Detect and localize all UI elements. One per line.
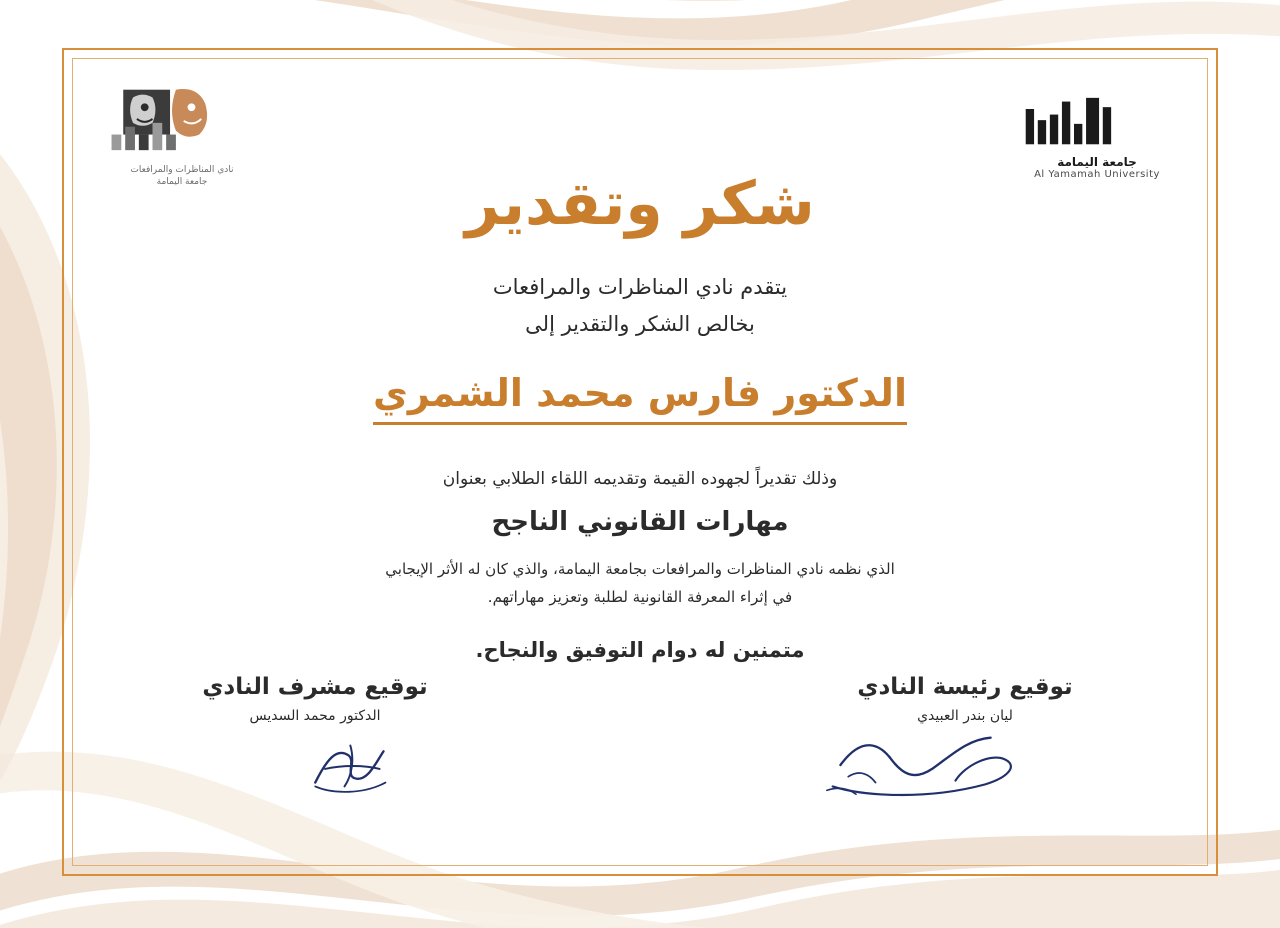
certificate-intro [140,269,1140,343]
event-title: مهارات القانوني الناجح [491,506,789,537]
signature-block-supervisor [150,674,480,808]
debate-masks-icon [94,78,270,156]
detail-line-1: الذي نظمه نادي المناظرات والمرافعات بجامعة اليمامة، والذي كان له الأثر الإيجابي [385,559,895,578]
intro-line-1: يتقدم نادي المناظرات والمرافعات [492,275,788,299]
university-name-english: Al Yamamah University [1034,169,1160,180]
handwritten-signature-icon [819,726,1112,804]
club-logo-name-line2: جامعة اليمامة [156,177,208,188]
recipient-name: الدكتور فارس محمد الشمري [373,369,907,425]
signature-role-president: توقيع رئيسة النادي [857,674,1073,700]
university-logo [1002,96,1192,180]
handwritten-signature-icon [169,726,462,804]
event-detail [140,555,1140,612]
reason-line: وذلك تقديراً لجهوده القيمة وتقديمه اللقاء الطلابي بعنوان [442,468,838,489]
corner-ornament-bottom-right [1162,820,1208,866]
signature-name-supervisor: الدكتور محمد السديس [249,708,381,724]
al-yamamah-bars-icon [1009,96,1185,148]
certificate-title: شكر وتقدير [465,169,815,239]
signature-role-supervisor: توقيع مشرف النادي [202,674,428,700]
signature-name-president: ليان بندر العبيدي [917,708,1013,724]
club-logo-name-line1: نادي المناظرات والمرافعات [130,165,234,175]
signature-block-president [800,674,1130,808]
closing-line: متمنين له دوام التوفيق والنجاح. [475,637,805,662]
detail-line-2: في إثراء المعرفة القانونية لطلبة وتعزيز مهاراتهم. [487,588,793,607]
certificate-content [140,170,1140,662]
intro-line-2: بخالص الشكر والتقدير إلى [525,311,755,336]
university-name-arabic: جامعة اليمامة [1057,155,1137,169]
signature-row [150,674,1130,808]
corner-ornament-bottom-left [72,820,118,866]
